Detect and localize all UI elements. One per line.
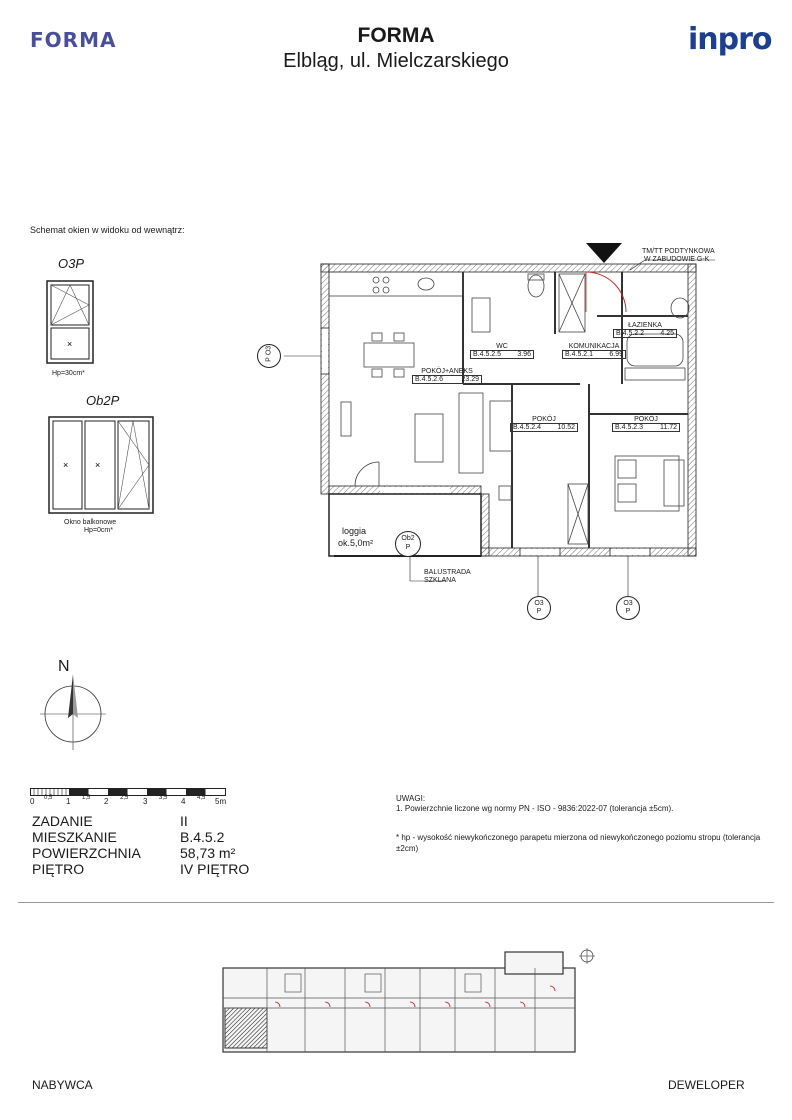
installation-note-line-2: W ZABUDOWIE G-K [644, 256, 710, 263]
room-label-lazienka: ŁAZIENKA B.4.5.2.2 4.25 [613, 322, 677, 338]
page-title: FORMA [357, 24, 435, 47]
developer-signature-label: DEWELOPER [668, 1078, 745, 1092]
scale-label-15: 1,5 [82, 795, 91, 801]
page-subtitle: Elbląg, ul. Mielczarskiego [283, 50, 509, 72]
room-label-pokoj-aneks: POKÓJ+ANEKS B.4.5.2.6 23.29 [412, 368, 482, 384]
inpro-logo: inpro [688, 22, 772, 57]
scale-label-25: 2,5 [120, 795, 129, 801]
balustrade-label-2: SZKLANA [424, 577, 456, 584]
loggia-area: ok.5,0m² [338, 538, 374, 548]
window-tag-left: O3 P [257, 344, 281, 368]
key-plan-compass-icon [579, 948, 595, 964]
info-label-powierzchnia: POWIERZCHNIA [32, 845, 141, 861]
notes-item-2: * hp - wysokość niewykończonego parapetu mierzona od niewykończonego poziomu stropu (tolerancja [396, 833, 761, 842]
scale-label-3: 3 [143, 797, 148, 806]
window-o3p-label: O3P [58, 256, 85, 271]
info-label-zadanie: ZADANIE [32, 813, 93, 829]
section-divider [18, 902, 774, 903]
buyer-signature-label: NABYWCA [32, 1078, 93, 1092]
scale-label-0: 0 [30, 797, 35, 806]
svg-text:×: × [95, 460, 101, 470]
compass-north-label: N [58, 658, 70, 675]
scale-label-5m: 5m [215, 797, 227, 806]
info-value-mieszkanie: B.4.5.2 [180, 829, 225, 845]
scale-label-4: 4 [181, 797, 186, 806]
entrance-arrow-icon [586, 243, 622, 263]
info-value-powierzchnia: 58,73 m² [180, 845, 236, 861]
window-o3p-hp: Hp=30cm* [52, 370, 85, 377]
window-tag-bottom-1: O3 P [527, 596, 551, 620]
window-ob2p-diagram [48, 416, 154, 514]
balustrade-label-1: BALUSTRADA [424, 569, 471, 576]
window-ob2p-hp: Hp=0cm* [84, 527, 113, 534]
room-label-pokoj-1: POKÓJ B.4.5.2.4 10.52 [510, 416, 578, 432]
scale-label-1: 1 [66, 797, 71, 806]
scale-label-35: 3,5 [159, 795, 168, 801]
window-tag-bottom-2: O3 P [616, 596, 640, 620]
notes-item-2-cont: ±2cm) [396, 844, 419, 853]
svg-text:×: × [63, 460, 69, 470]
windows-heading: Schemat okien w widoku od wewnątrz: [30, 225, 185, 235]
info-label-mieszkanie: MIESZKANIE [32, 829, 117, 845]
scale-label-45: 4,5 [197, 795, 206, 801]
window-ob2p-label: Ob2P [86, 393, 120, 408]
window-tag-loggia: Ob2 P [395, 531, 421, 557]
svg-text:×: × [67, 339, 73, 349]
loggia-label: loggia [342, 526, 367, 536]
scale-label-05: 0,5 [44, 795, 53, 801]
window-ob2p-caption: Okno balkonowe [64, 519, 117, 526]
installation-note-line-1: TM/TT PODTYNKOWA [642, 248, 715, 255]
notes-item-1: 1. Powierzchnie liczone wg normy PN - ISO - 9836:2022-07 (tolerancja ±5cm). [396, 804, 674, 813]
scale-label-2: 2 [104, 797, 109, 806]
forma-logo: FORMA [30, 28, 117, 52]
room-label-wc: WC B.4.5.2.5 3.96 [470, 343, 534, 359]
info-value-zadanie: II [180, 813, 188, 829]
compass-icon [40, 672, 106, 752]
room-label-pokoj-2: POKÓJ B.4.5.2.3 11.72 [612, 416, 680, 432]
info-value-pietro: IV PIĘTRO [180, 861, 250, 877]
window-o3p-diagram [46, 280, 94, 364]
key-plan [215, 946, 600, 1056]
notes-heading: UWAGI: [396, 794, 426, 803]
info-label-pietro: PIĘTRO [32, 861, 85, 877]
room-label-komunikacja: KOMUNIKACJA B.4.5.2.1 6.99 [562, 343, 626, 359]
